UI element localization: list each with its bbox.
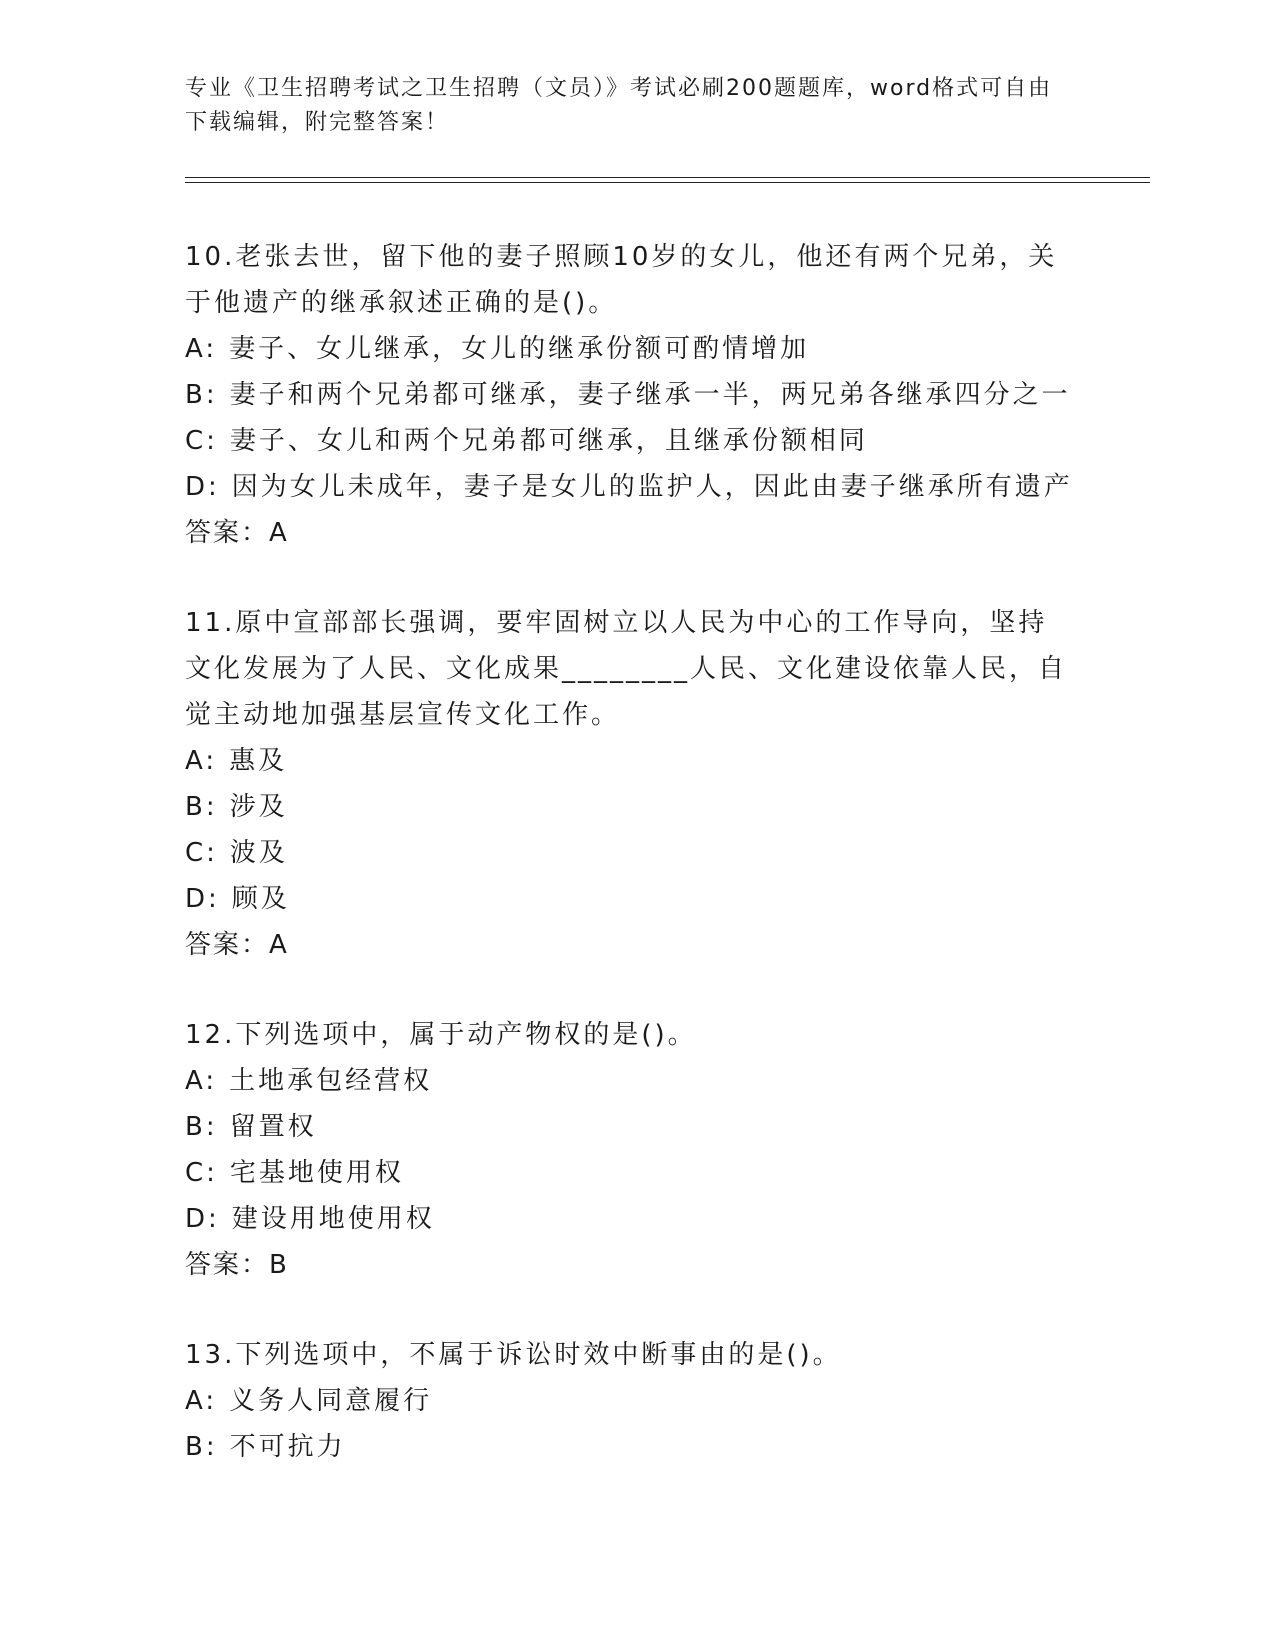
option-text: 妻子和两个兄弟都可继承，妻子继承一半，两兄弟各继承四分之一 (229, 380, 1071, 410)
option-text: 土地承包经营权 (229, 1066, 433, 1096)
option-text: 宅基地使用权 (229, 1158, 404, 1188)
option-letter: C (185, 1158, 207, 1188)
option-text: 留置权 (229, 1112, 317, 1142)
option-letter: B (185, 1112, 206, 1142)
option-letter: B (185, 1432, 206, 1462)
question-stem: 10.老张去世，留下他的妻子照顾10岁的女儿，他还有两个兄弟，关于他遗产的继承叙述正确的是()。 (185, 242, 1058, 318)
option-letter: A (185, 1386, 206, 1416)
question-stem: 13.下列选项中，不属于诉讼时效中断事由的是()。 (185, 1340, 842, 1370)
option-text: 涉及 (229, 792, 288, 822)
question-11 (185, 600, 1075, 968)
option-a: A: 妻子、女儿继承，女儿的继承份额可酌情增加 (185, 334, 810, 364)
option-letter: D (185, 1204, 209, 1234)
option-letter: B (185, 792, 206, 822)
option-text: 妻子、女儿和两个兄弟都可继承，且继承份额相同 (229, 426, 868, 456)
option-c: C: 妻子、女儿和两个兄弟都可继承，且继承份额相同 (185, 426, 868, 456)
option-letter: C (185, 838, 207, 868)
header-divider-bottom (185, 182, 1150, 183)
option-text: 因为女儿未成年，妻子是女儿的监护人，因此由妻子继承所有遗产 (231, 472, 1073, 502)
answer-line: 答案：B (185, 1250, 289, 1280)
option-b: B: 妻子和两个兄弟都可继承，妻子继承一半，两兄弟各继承四分之一 (185, 380, 1071, 410)
option-text: 波及 (229, 838, 288, 868)
option-text: 建设用地使用权 (231, 1204, 435, 1234)
question-stem: 12.下列选项中，属于动产物权的是()。 (185, 1020, 697, 1050)
option-d: D: 因为女儿未成年，妻子是女儿的监护人，因此由妻子继承所有遗产 (185, 472, 1073, 502)
option-c: C: 宅基地使用权 (185, 1158, 404, 1188)
document-header: 专业《卫生招聘考试之卫生招聘（文员）》考试必刷200题题库，word格式可自由下载编辑，附完整答案！ (185, 76, 1053, 135)
question-13 (185, 1332, 1075, 1470)
option-a: A: 土地承包经营权 (185, 1066, 433, 1096)
option-letter: D (185, 472, 209, 502)
option-b: B: 不可抗力 (185, 1432, 346, 1462)
option-text: 顾及 (231, 884, 290, 914)
answer-line: 答案：A (185, 518, 289, 548)
option-letter: D (185, 884, 209, 914)
question-12 (185, 1012, 1075, 1288)
question-10 (185, 234, 1075, 556)
option-letter: A (185, 1066, 206, 1096)
option-text: 妻子、女儿继承，女儿的继承份额可酌情增加 (229, 334, 810, 364)
option-letter: A (185, 334, 206, 364)
option-b: B: 涉及 (185, 792, 288, 822)
option-d: D: 顾及 (185, 884, 290, 914)
option-letter: C (185, 426, 207, 456)
option-letter: B (185, 380, 206, 410)
option-a: A: 惠及 (185, 746, 288, 776)
header-divider-top (185, 177, 1150, 178)
option-text: 义务人同意履行 (229, 1386, 433, 1416)
answer-line: 答案：A (185, 930, 289, 960)
question-stem: 11.原中宣部部长强调，要牢固树立以人民为中心的工作导向，坚持文化发展为了人民、文化成果________人民、文化建设依靠人民，自觉主动地加强基层宣传文化工作。 (185, 608, 1068, 730)
option-c: C: 波及 (185, 838, 288, 868)
question-list (185, 234, 1075, 1514)
option-text: 不可抗力 (229, 1432, 346, 1462)
option-letter: A (185, 746, 206, 776)
option-a: A: 义务人同意履行 (185, 1386, 433, 1416)
option-text: 惠及 (229, 746, 288, 776)
option-d: D: 建设用地使用权 (185, 1204, 435, 1234)
option-b: B: 留置权 (185, 1112, 317, 1142)
